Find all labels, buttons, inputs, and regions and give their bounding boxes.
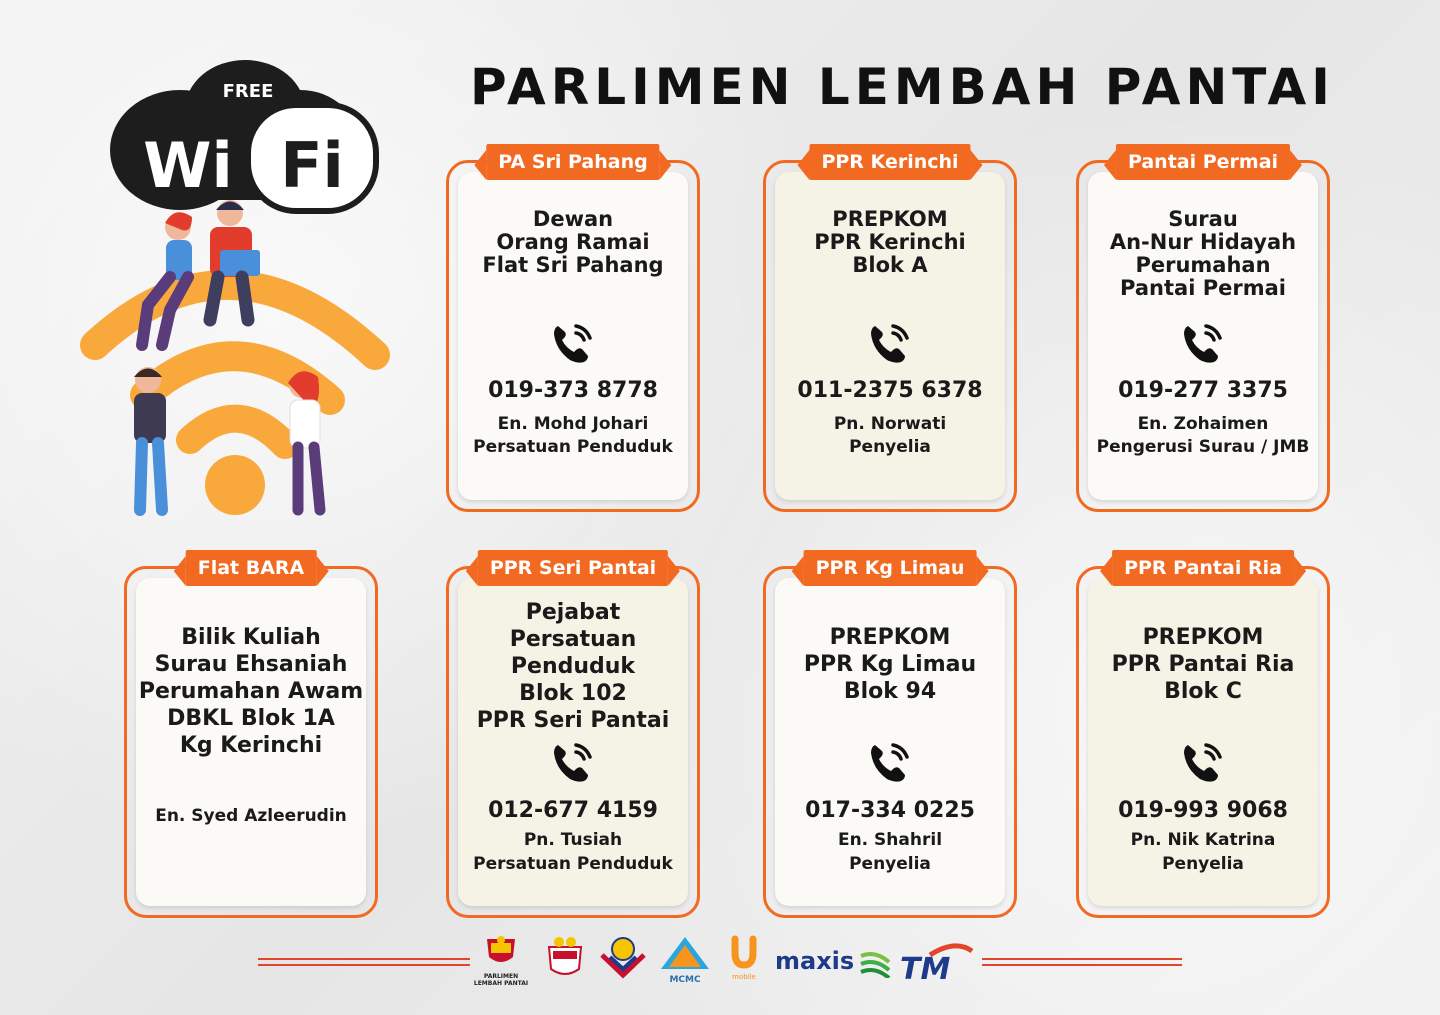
u-mobile-icon <box>730 935 758 969</box>
free-label: FREE <box>222 81 274 102</box>
tm-logo <box>900 943 975 987</box>
location-card <box>446 557 700 918</box>
location-card <box>124 557 378 918</box>
contact-person: En. Syed Azleerudin <box>155 806 347 826</box>
phone-icon <box>865 737 915 787</box>
card-place-name <box>449 208 697 277</box>
partner-logos <box>470 935 980 990</box>
place-line: PPR Seri Pantai <box>476 708 670 733</box>
phone-number: 017-334 0225 <box>805 798 975 823</box>
place-line: Blok 102 <box>519 681 627 706</box>
card-place-name <box>127 624 375 759</box>
phone-number: 019-373 8778 <box>488 378 658 403</box>
card-location-tag: Pantai Permai <box>1116 144 1290 180</box>
place-line: An-Nur Hidayah <box>1109 230 1297 254</box>
location-card <box>763 557 1017 918</box>
phone-icon <box>548 737 598 787</box>
contact-role: Persatuan Penduduk <box>473 854 673 874</box>
wifi-people-icon <box>70 55 400 525</box>
card-place-name <box>449 599 697 734</box>
contact-person: En. Mohd Johari <box>497 414 649 434</box>
place-line: Pejabat <box>525 600 621 625</box>
place-line: Kg Kerinchi <box>179 733 323 758</box>
place-line: Dewan <box>532 207 614 231</box>
place-line: PPR Pantai Ria <box>1111 652 1295 677</box>
place-line: Blok C <box>1164 679 1242 704</box>
free-wifi-illustration <box>70 55 400 525</box>
phone-icon <box>1178 318 1228 368</box>
place-line: Penduduk <box>510 654 636 679</box>
ministry-emblem-icon <box>598 935 648 979</box>
place-line: PPR Kerinchi <box>814 230 966 254</box>
free-wifi-cloud <box>110 60 376 211</box>
card-location-tag: PPR Kg Limau <box>804 550 977 586</box>
page-title: PARLIMEN LEMBAH PANTAI <box>470 58 1335 116</box>
place-line: PPR Kg Limau <box>803 652 977 677</box>
phone-icon <box>548 318 598 368</box>
umobile-logo-text: mobile <box>732 973 756 981</box>
place-line: Perumahan Awam <box>138 679 364 704</box>
card-place-name <box>766 624 1014 705</box>
place-line: DBKL Blok 1A <box>167 706 335 731</box>
location-card <box>1076 557 1330 918</box>
contact-person: Pn. Nik Katrina <box>1130 830 1276 850</box>
phone-icon <box>865 318 915 368</box>
place-line: Bilik Kuliah <box>181 625 321 650</box>
place-line: Flat Sri Pahang <box>482 253 664 277</box>
card-place-name <box>1079 208 1327 300</box>
place-line: PREPKOM <box>1142 625 1264 650</box>
umobile-logo <box>728 935 760 981</box>
place-line: PREPKOM <box>829 625 951 650</box>
card-place-name <box>766 208 1014 277</box>
maxis-logo-text: maxis <box>775 947 855 975</box>
phone-number: 019-993 9068 <box>1118 798 1288 823</box>
place-line: Surau <box>1168 207 1238 231</box>
phone-number: 011-2375 6378 <box>797 378 983 403</box>
place-line: Perumahan <box>1135 253 1271 277</box>
parlimen-crest-logo <box>470 935 532 987</box>
tm-logo-text: TM <box>900 952 951 983</box>
person-sitting-icon <box>142 212 192 345</box>
contact-person: En. Zohaimen <box>1137 414 1269 434</box>
mcmc-triangle-icon <box>659 935 711 971</box>
mcmc-logo <box>656 935 714 985</box>
place-line: PREPKOM <box>832 207 948 231</box>
phone-number: 012-677 4159 <box>488 798 658 823</box>
fi-label: Fi <box>280 129 344 202</box>
dbkl-crest-logo <box>545 935 585 983</box>
place-line: Blok 94 <box>843 679 937 704</box>
phone-number: 019-277 3375 <box>1118 378 1288 403</box>
person-standing-woman-icon <box>288 371 320 510</box>
contact-role: Persatuan Penduduk <box>473 437 673 457</box>
contact-role: Penyelia <box>1162 854 1244 874</box>
card-place-name <box>1079 624 1327 705</box>
contact-person: Pn. Norwati <box>833 414 947 434</box>
contact-person: Pn. Tusiah <box>523 830 623 850</box>
crest-icon <box>481 935 521 969</box>
place-line: Surau Ehsaniah <box>154 652 348 677</box>
contact-person: En. Shahril <box>837 830 943 850</box>
wi-label: Wi <box>143 129 233 202</box>
contact-role: Penyelia <box>849 437 931 457</box>
card-location-tag: PPR Seri Pantai <box>478 550 668 586</box>
maxis-logo <box>775 947 893 978</box>
tiger-crest-icon <box>545 935 585 979</box>
parlimen-logo-text: PARLIMEN LEMBAH PANTAI <box>473 973 529 987</box>
mcmc-logo-text: MCMC <box>669 975 701 985</box>
card-location-tag: PPR Kerinchi <box>809 144 970 180</box>
location-card <box>446 151 700 512</box>
contact-role: Penyelia <box>849 854 931 874</box>
location-card <box>763 151 1017 512</box>
card-location-tag: Flat BARA <box>186 550 317 586</box>
card-location-tag: PPR Pantai Ria <box>1112 550 1294 586</box>
card-location-tag: PA Sri Pahang <box>486 144 659 180</box>
maxis-wave-icon <box>859 952 893 978</box>
footer-divider-left <box>258 958 470 968</box>
contact-role: Pengerusi Surau / JMB <box>1096 437 1310 457</box>
location-card <box>1076 151 1330 512</box>
tm-swoosh-icon <box>900 943 975 983</box>
footer-divider-right <box>982 958 1182 968</box>
place-line: Pantai Permai <box>1120 276 1286 300</box>
place-line: Persatuan <box>509 627 637 652</box>
place-line: Orang Ramai <box>496 230 650 254</box>
kkd-logo <box>598 935 648 983</box>
place-line: Blok A <box>852 253 928 277</box>
phone-icon <box>1178 737 1228 787</box>
